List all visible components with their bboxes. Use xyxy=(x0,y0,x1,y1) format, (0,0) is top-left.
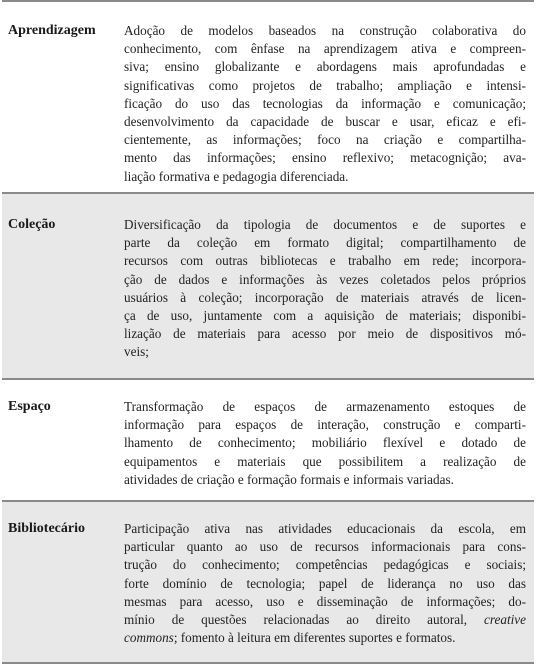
text-line: conhecimento, com ênfase na aprendizagem ativa e compreen- xyxy=(124,41,526,57)
text-line: parte da coleção em formato digital; compartilhamento de xyxy=(124,235,526,251)
text-line: Participação ativa nas atividades educacionais da escola, em xyxy=(124,521,526,536)
text-line: desenvolvimento da capacidade de buscar e usar, eficaz e efi- xyxy=(124,113,526,129)
text-line: recursos com outras bibliotecas e trabalho em rede; incorpora- xyxy=(124,253,526,269)
text-line: veis; xyxy=(124,344,149,360)
text-line-with-italic xyxy=(124,629,526,647)
text-line: siva; ensino globalizante e abordagens mais aprofundadas e xyxy=(124,59,526,75)
text-line: atividades de criação e formação formais e informais variadas. xyxy=(124,471,454,487)
text-line: forte domínio de tecnologia; papel de liderança no uso das xyxy=(124,575,526,591)
italic-term-commons: commons xyxy=(124,630,174,646)
text-line: Adoção de modelos baseados na construção colaborativa do xyxy=(124,23,526,38)
text-line-with-italic xyxy=(124,611,526,629)
content-table xyxy=(2,0,534,666)
text-line: cientemente, as informações; foco na criação e compartilha- xyxy=(124,132,526,148)
row-label-colecao: Coleção xyxy=(8,217,56,232)
text-line: equipamentos e materiais que possibilitem a realização de xyxy=(124,453,526,469)
text-line: significativas como projetos de trabalho; ampliação e intensi- xyxy=(124,77,526,93)
text-line: informação para espaços de interação, construção e comparti- xyxy=(124,417,526,433)
table-row-bibliotecario xyxy=(2,500,534,664)
row-description-espaco xyxy=(124,398,526,489)
text-line: ficação do uso das tecnologias da informação e comunicação; xyxy=(124,95,526,111)
row-label-bibliotecario: Bibliotecário xyxy=(8,521,85,536)
text-line: ção de dados e informações às vezes coletados pelos próprios xyxy=(124,271,526,287)
text-line: particular quanto ao uso de recursos informacionais para cons- xyxy=(124,539,526,555)
row-description-colecao xyxy=(124,216,526,362)
table-row-aprendizagem xyxy=(2,0,534,192)
row-label-espaco: Espaço xyxy=(8,399,51,414)
text-line: ça de uso, juntamente com a aquisição de materiais; disponibi- xyxy=(124,307,526,323)
text-line: liação formativa e pedagogia diferenciada. xyxy=(124,168,349,184)
text-segment: mínio de questões relacionadas ao direito autoral, xyxy=(124,611,468,627)
table-row-espaco xyxy=(2,378,534,500)
text-line: Transformação de espaços de armazenamento estoques de xyxy=(124,399,526,414)
row-description-bibliotecario xyxy=(124,520,526,647)
text-line: lhamento de conhecimento; mobiliário flexível e dotado de xyxy=(124,435,526,451)
row-label-aprendizagem: Aprendizagem xyxy=(8,23,96,38)
text-segment: ; fomento à leitura em diferentes suportes e formatos. xyxy=(173,630,456,646)
text-line: mesmas para acesso, uso e disseminação de informações; do- xyxy=(124,593,526,609)
text-line: usuários à coleção; incorporação de materiais através de licen- xyxy=(124,289,526,305)
text-line: lização de materiais para acesso por meio de dispositivos mó- xyxy=(124,326,526,342)
text-line: Diversificação da tipologia de documentos e de suportes e xyxy=(124,217,526,232)
italic-term-creative: creative xyxy=(484,611,527,627)
text-line: trução do conhecimento; competências pedagógicas e sociais; xyxy=(124,557,526,573)
row-description-aprendizagem xyxy=(124,22,526,186)
table-row-colecao xyxy=(2,192,534,378)
text-line: mento das informações; ensino reflexivo; metacognição; ava- xyxy=(124,150,526,166)
